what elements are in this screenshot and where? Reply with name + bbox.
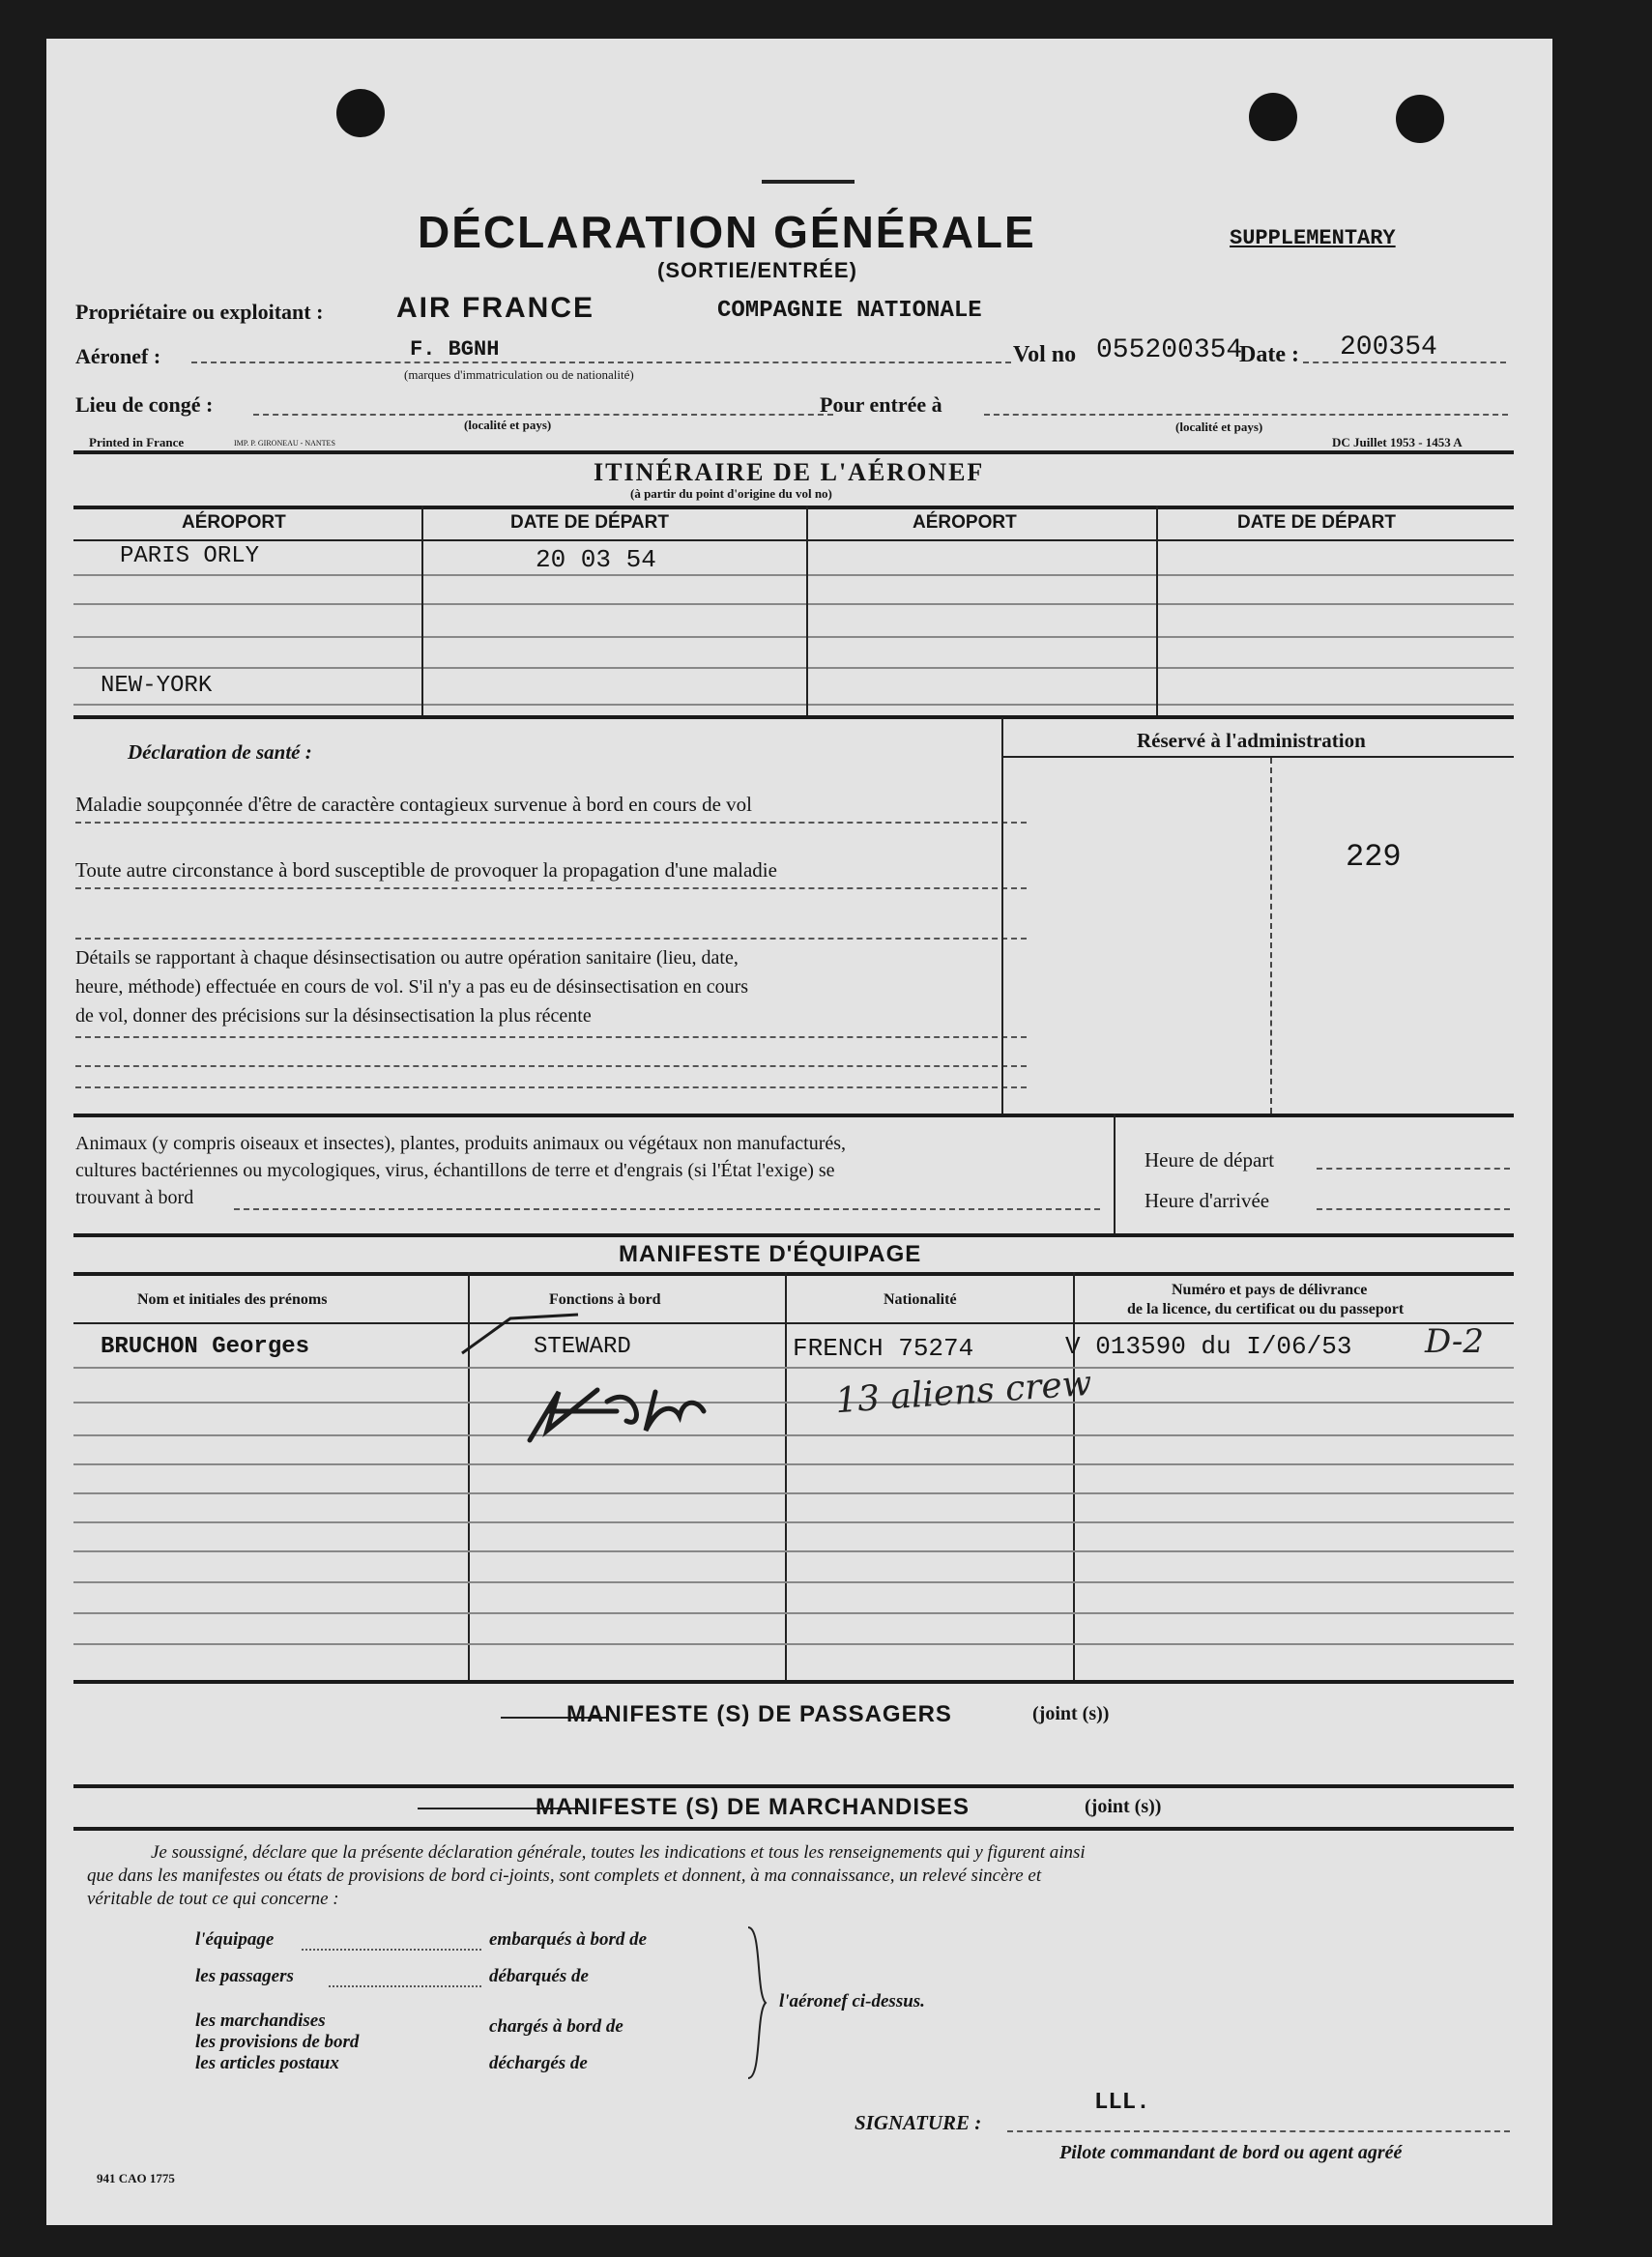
itinerary-bottom-rule — [73, 715, 1514, 719]
entry-label: Pour entrée à — [820, 392, 942, 417]
crew-title: MANIFESTE D'ÉQUIPAGE — [619, 1241, 922, 1267]
itinerary-row-3 — [73, 636, 1514, 638]
crew-row-6 — [73, 1521, 1514, 1523]
admin-title-rule — [1001, 756, 1514, 758]
departure-time-label: Heure de départ — [1145, 1148, 1275, 1172]
crew-header-name: Nom et initiales des prénoms — [137, 1291, 328, 1308]
departure-time-dotted — [1317, 1168, 1510, 1170]
clearance-caption: (localité et pays) — [464, 418, 552, 432]
handwritten-initials — [491, 1373, 762, 1450]
punch-hole-right-2 — [1396, 95, 1444, 143]
declaration-line-1: Je soussigné, déclare que la présente déclaration générale, toutes les indications et tous les renseignements qui y figurent ainsi — [151, 1842, 1086, 1863]
health-dotted-6 — [75, 1086, 1027, 1088]
health-line-1: Maladie soupçonnée d'être de caractère contagieux survenue à bord en cours de vol — [75, 793, 752, 816]
animals-line-2: cultures bactériennes ou mycologiques, virus, échantillons de terre et d'engrais (si l'État l'exige) se — [75, 1160, 835, 1181]
owner-company: COMPAGNIE NATIONALE — [717, 298, 982, 324]
declaration-line-2: que dans les manifestes ou états de provisions de bord ci-joints, sont complets et donnent, à ma connaissance, un relevé sincère et — [87, 1866, 1042, 1886]
itinerary-col-1 — [421, 506, 423, 715]
check-mark-stroke — [452, 1305, 588, 1363]
passengers-bottom-rule — [73, 1784, 1514, 1788]
crew-function: STEWARD — [534, 1334, 631, 1360]
itinerary-title: ITINÉRAIRE DE L'AÉRONEF — [594, 458, 985, 486]
passengers-joint: (joint (s)) — [1032, 1703, 1110, 1724]
item-passengers: les passagers — [195, 1966, 294, 1986]
rule-top — [73, 450, 1514, 454]
health-line-3a: Détails se rapportant à chaque désinsectisation ou autre opération sanitaire (lieu, date, — [75, 947, 739, 969]
crew-top-rule — [73, 1272, 1514, 1276]
flight-label: Vol no — [1013, 342, 1077, 367]
crew-header-license-1: Numéro et pays de délivrance — [1172, 1282, 1368, 1298]
itinerary-row-1 — [73, 574, 1514, 576]
crew-header-rule — [73, 1322, 1514, 1324]
item-cargo: les marchandises — [195, 2011, 326, 2031]
crew-license: V 013590 du I/06/53 — [1065, 1332, 1352, 1361]
destination-airport: NEW-YORK — [101, 673, 213, 699]
cargo-bottom-rule — [73, 1827, 1514, 1831]
cargo-joint: (joint (s)) — [1085, 1796, 1162, 1817]
crew-row-7 — [73, 1550, 1514, 1552]
supplementary-stamp: SUPPLEMENTARY — [1230, 226, 1396, 250]
health-dotted-3 — [75, 938, 1027, 940]
arrival-time-label: Heure d'arrivée — [1145, 1189, 1270, 1212]
crew-row-3 — [73, 1434, 1514, 1436]
aircraft-registration: F. BGNH — [410, 337, 500, 362]
admin-value: 229 — [1346, 839, 1402, 875]
itinerary-top-rule — [73, 506, 1514, 509]
itinerary-header-airport-1: AÉROPORT — [182, 512, 286, 533]
origin-airport: PARIS ORLY — [120, 543, 260, 569]
admin-title: Réservé à l'administration — [1137, 729, 1366, 752]
itinerary-col-2 — [806, 506, 808, 715]
crew-row-4 — [73, 1463, 1514, 1465]
entry-dotted-line — [984, 414, 1508, 416]
crew-nationality: FRENCH 75274 — [793, 1334, 974, 1363]
health-line-2: Toute autre circonstance à bord susceptible de provoquer la propagation d'une maladie — [75, 858, 777, 882]
itinerary-header-date-2: DATE DE DÉPART — [1237, 512, 1396, 533]
signer-caption: Pilote commandant de bord ou agent agréé — [1059, 2142, 1403, 2163]
health-dotted-5 — [75, 1065, 1027, 1067]
health-line-3b: heure, méthode) effectuée en cours de vol. S'il n'y a pas eu de désinsectisation en cours — [75, 976, 749, 998]
crew-col-2 — [785, 1272, 787, 1682]
action-loaded: chargés à bord de — [489, 2016, 623, 2037]
aircraft-label: Aéronef : — [75, 344, 161, 368]
signature-label: SIGNATURE : — [855, 2111, 982, 2134]
clearance-dotted-line — [253, 414, 833, 416]
itinerary-row-5 — [73, 704, 1514, 706]
crew-row-5 — [73, 1492, 1514, 1494]
action-unloaded: déchargés de — [489, 2053, 588, 2073]
item-provisions: les provisions de bord — [195, 2032, 360, 2052]
crew-name: BRUCHON Georges — [101, 1334, 310, 1360]
health-dotted-2 — [75, 887, 1027, 889]
health-title: Déclaration de santé : — [128, 740, 312, 764]
declaration-form — [46, 39, 1552, 2225]
aircraft-caption: (marques d'immatriculation ou de nationalité) — [404, 367, 634, 382]
itinerary-row-4 — [73, 667, 1514, 669]
crew-header-nationality: Nationalité — [884, 1291, 957, 1308]
admin-box-divider — [1270, 758, 1272, 1114]
animals-line-3: trouvant à bord — [75, 1187, 194, 1208]
action-embarked: embarqués à bord de — [489, 1929, 648, 1950]
item-crew-dots — [302, 1949, 481, 1951]
crew-row-8 — [73, 1581, 1514, 1583]
action-disembarked: débarqués de — [489, 1966, 589, 1986]
punch-hole-right-1 — [1249, 93, 1297, 141]
animals-dotted — [234, 1208, 1100, 1210]
signature-dotted — [1007, 2130, 1510, 2132]
itinerary-subtitle: (à partir du point d'origine du vol no) — [630, 486, 832, 501]
crew-row-10 — [73, 1643, 1514, 1645]
crew-license-note: D-2 — [1425, 1322, 1485, 1361]
health-bottom-rule — [73, 1114, 1514, 1117]
crew-row-1 — [73, 1367, 1514, 1369]
health-line-3c: de vol, donner des précisions sur la désinsectisation la plus récente — [75, 1005, 592, 1027]
itinerary-header-date-1: DATE DE DÉPART — [510, 512, 669, 533]
animals-line-1: Animaux (y compris oiseaux et insectes), plantes, produits animaux ou végétaux non manufacturés, — [75, 1133, 847, 1154]
clearance-label: Lieu de congé : — [75, 392, 214, 417]
owner-label: Propriétaire ou exploitant : — [75, 300, 324, 324]
crew-handwritten-note: 13 aliens crew — [833, 1363, 1093, 1422]
animals-bottom-rule — [73, 1233, 1514, 1237]
admin-box-left — [1001, 717, 1003, 1115]
itinerary-header-rule — [73, 539, 1514, 541]
itinerary-row-2 — [73, 603, 1514, 605]
item-postal: les articles postaux — [195, 2053, 339, 2073]
arrival-time-dotted — [1317, 1208, 1510, 1210]
animals-divider — [1114, 1114, 1116, 1235]
crew-header-function: Fonctions à bord — [549, 1291, 661, 1308]
crew-bottom-rule — [73, 1680, 1514, 1684]
item-passengers-dots — [329, 1985, 481, 1987]
footer-code: 941 CAO 1775 — [97, 2171, 175, 2185]
declaration-line-3: véritable de tout ce qui concerne : — [87, 1889, 339, 1909]
crew-header-license-2: de la licence, du certificat ou du passeport — [1127, 1301, 1405, 1317]
flight-number: 055200354 — [1096, 335, 1243, 365]
signature-value: LLL. — [1094, 2090, 1150, 2116]
page-subtitle: (SORTIE/ENTRÉE) — [657, 258, 857, 282]
entry-caption: (localité et pays) — [1175, 420, 1263, 434]
itinerary-col-3 — [1156, 506, 1158, 715]
aircraft-dotted-line — [191, 362, 1011, 363]
crew-row-9 — [73, 1612, 1514, 1614]
page-title: DÉCLARATION GÉNÉRALE — [418, 207, 1036, 257]
punch-hole-left — [336, 89, 385, 137]
owner-value: AIR FRANCE — [396, 292, 594, 324]
date-label: Date : — [1239, 342, 1299, 367]
passengers-title: MANIFESTE (S) DE PASSAGERS — [566, 1701, 952, 1727]
cargo-title: MANIFESTE (S) DE MARCHANDISES — [536, 1794, 971, 1820]
health-dotted-1 — [75, 822, 1027, 824]
printed-in: Printed in France — [89, 435, 185, 449]
health-dotted-4 — [75, 1036, 1027, 1038]
date-value: 200354 — [1340, 333, 1437, 362]
crew-row-2 — [73, 1402, 1514, 1403]
aircraft-above: l'aéronef ci-dessus. — [779, 1991, 925, 2011]
printer-name: IMP. P. GIRONEAU - NANTES — [234, 439, 335, 448]
item-crew: l'équipage — [195, 1929, 275, 1950]
brace-right — [742, 1925, 771, 2080]
form-reference: DC Juillet 1953 - 1453 A — [1332, 435, 1463, 449]
itinerary-header-airport-2: AÉROPORT — [913, 512, 1017, 533]
top-dash-mark — [762, 180, 855, 184]
origin-date: 20 03 54 — [536, 545, 656, 574]
